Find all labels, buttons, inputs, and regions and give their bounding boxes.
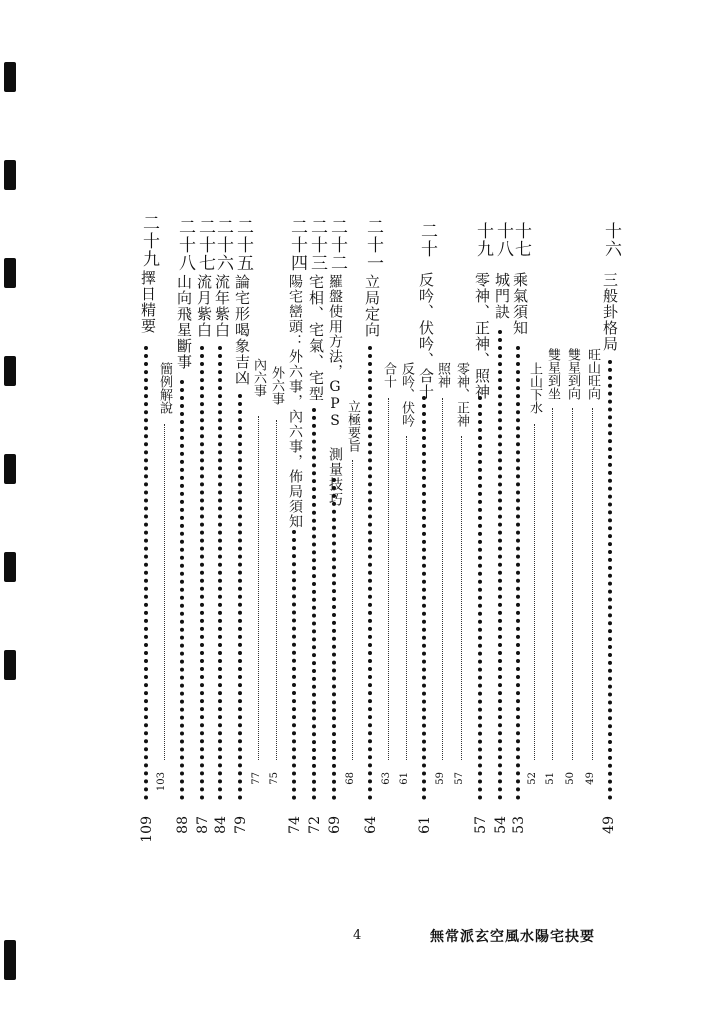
entry-number: 二十一: [363, 218, 383, 272]
entry-page: 53: [511, 816, 527, 834]
sub-leader: [352, 460, 353, 760]
subentry-page: 50: [565, 772, 576, 785]
subentry-title: 內六事: [251, 358, 266, 397]
sub-leader: [592, 408, 593, 760]
subentry-page: 51: [545, 772, 556, 785]
binding-mark: [4, 160, 16, 190]
entry-number: 二十: [417, 222, 437, 258]
subentry-title: 簡例解說: [157, 362, 172, 414]
entry-number: 二十九: [139, 214, 159, 268]
subentry-title: 反吟、伏吟: [399, 362, 414, 427]
entry-page: 61: [417, 816, 433, 834]
subentry-title: 上山下水: [527, 362, 542, 414]
binding-mark: [4, 62, 16, 92]
sub-leader: [442, 398, 443, 760]
entry-page: 84: [213, 816, 229, 834]
entry-title: 擇日精要: [139, 270, 157, 334]
entry-page: 72: [307, 816, 323, 834]
entry-title: 城門訣: [493, 272, 511, 320]
binding-mark: [4, 356, 16, 386]
subentry-page: 59: [435, 772, 446, 785]
dot-leader: [144, 346, 148, 800]
entry-number: 十七: [511, 222, 531, 258]
subentry-title: 旺山旺向: [585, 348, 600, 400]
entry-number: 十六: [601, 222, 621, 258]
entry-title: 羅盤使用方法，GPS 測量技巧: [327, 274, 343, 507]
sub-leader: [572, 408, 573, 760]
binding-mark: [4, 258, 16, 288]
entry-page: 88: [175, 816, 191, 834]
entry-number: 二十三: [307, 218, 327, 272]
entry-title: 乘氣須知: [511, 272, 529, 336]
subentry-page: 77: [251, 772, 262, 785]
dot-leader: [332, 478, 336, 800]
dot-leader: [218, 346, 222, 800]
dot-leader: [200, 346, 204, 800]
entry-number: 二十二: [327, 218, 347, 272]
subentry-title: 雙星到坐: [545, 348, 560, 400]
binding-mark: [4, 552, 16, 582]
entry-title: 宅相、宅氣、宅型: [307, 274, 325, 402]
sub-leader: [461, 436, 462, 760]
entry-page: 87: [195, 816, 211, 834]
subentry-page: 103: [156, 772, 167, 792]
entry-title: 流月紫白: [195, 274, 213, 338]
entry-page: 79: [233, 816, 249, 834]
entry-page: 109: [139, 816, 155, 843]
entry-page: 64: [363, 816, 379, 834]
subentry-page: 49: [585, 772, 596, 785]
dot-leader: [478, 396, 482, 800]
binding-mark: [4, 650, 16, 680]
dot-leader: [180, 380, 184, 800]
subentry-title: 雙星到向: [565, 348, 580, 400]
subentry-page: 63: [381, 772, 392, 785]
entry-title: 山向飛星斷事: [175, 274, 193, 370]
subentry-page: 52: [527, 772, 538, 785]
entry-page: 54: [493, 816, 509, 834]
sub-leader: [534, 424, 535, 760]
entry-page: 74: [287, 816, 303, 834]
entry-page: 49: [601, 816, 617, 834]
sub-leader: [164, 424, 165, 760]
book-title: 無常派玄空風水陽宅抉要: [430, 929, 595, 945]
subentry-page: 68: [345, 772, 356, 785]
subentry-title: 合十: [381, 362, 396, 388]
dot-leader: [516, 346, 520, 800]
subentry-title: 立極要旨: [345, 400, 360, 452]
subentry-page: 75: [269, 772, 280, 785]
entry-title: 論宅形喝象吉凶: [233, 274, 251, 386]
entry-title: 流年紫白: [213, 274, 231, 338]
entry-number: 二十六: [213, 218, 233, 272]
sub-leader: [388, 398, 389, 760]
entry-number: 十八: [493, 222, 513, 258]
subentry-page: 61: [399, 772, 410, 785]
entry-number: 二十五: [233, 218, 253, 272]
subentry-page: 57: [454, 772, 465, 785]
entry-title: 陽宅巒頭：外六事，內六事，佈局須知: [287, 274, 303, 529]
sub-leader: [276, 420, 277, 760]
sub-leader: [406, 436, 407, 760]
dot-leader: [608, 360, 612, 800]
entry-page: 57: [473, 816, 489, 834]
entry-title: 立局定向: [363, 274, 381, 338]
binding-mark: [4, 940, 16, 980]
page-number: 4: [353, 928, 362, 943]
dot-leader: [498, 330, 502, 800]
entry-number: 二十七: [195, 218, 215, 272]
entry-number: 二十八: [175, 218, 195, 272]
subentry-title: 零神、正神: [454, 362, 469, 427]
sub-leader: [258, 416, 259, 760]
sub-leader: [552, 408, 553, 760]
entry-title: 零神、正神、照神: [473, 272, 491, 400]
dot-leader: [292, 530, 296, 800]
entry-number: 二十四: [287, 218, 307, 272]
entry-page: 69: [327, 816, 343, 834]
dot-leader: [238, 394, 242, 800]
subentry-title: 外六事: [269, 366, 284, 405]
dot-leader: [312, 408, 316, 800]
dot-leader: [368, 346, 372, 800]
dot-leader: [422, 396, 426, 800]
entry-title: 三般卦格局: [601, 272, 619, 352]
entry-number: 十九: [473, 222, 493, 258]
subentry-title: 照神: [435, 362, 450, 388]
binding-mark: [4, 454, 16, 484]
entry-title: 反吟、伏吟、合十: [417, 272, 435, 400]
